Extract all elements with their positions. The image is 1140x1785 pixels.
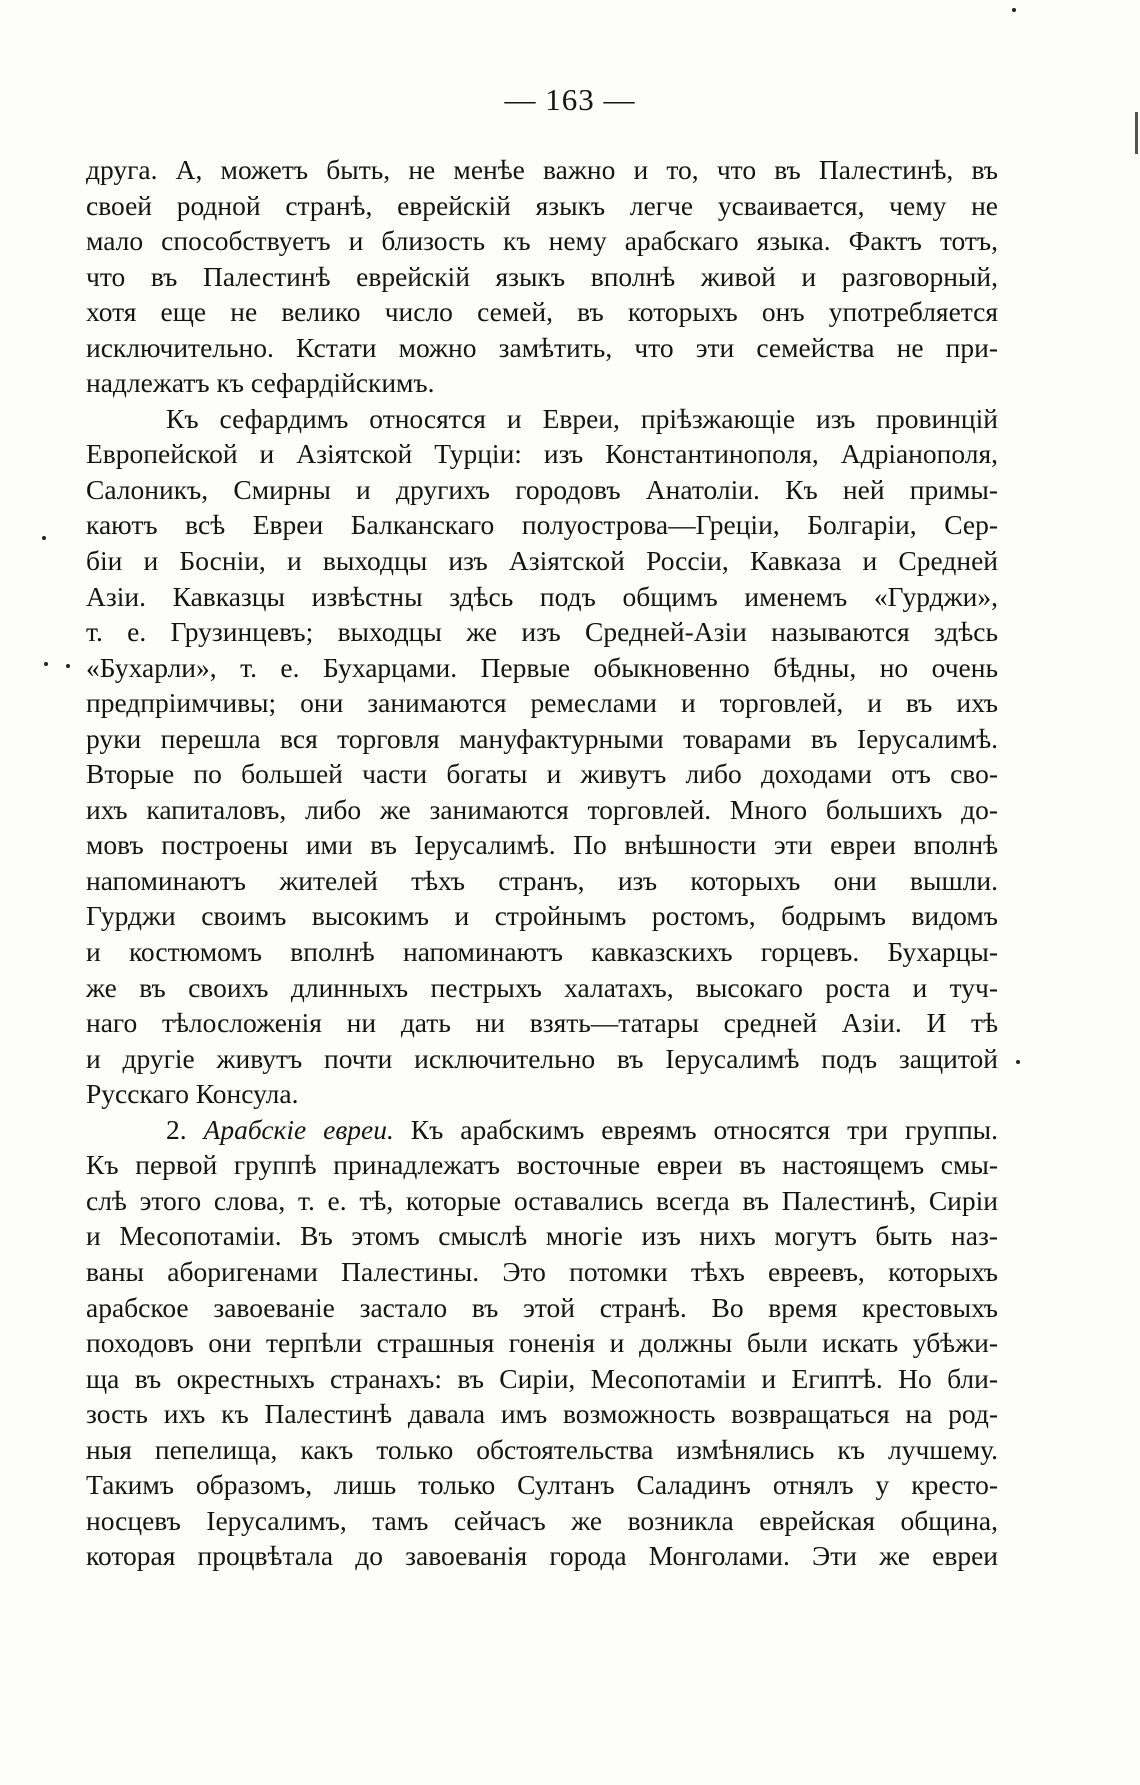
text-line: біи и Босніи, и выходцы изъ Азіятской Россіи, Кавказа и Средней xyxy=(86,545,998,577)
text-line: ихъ капиталовъ, либо же занимаются торговлей. Много большихъ до- xyxy=(86,793,998,825)
text-line: слѣ этого слова, т. е. тѣ, которые оставались всегда въ Палестинѣ, Сиріи xyxy=(86,1184,998,1216)
text-line: ща въ окрестныхъ странахъ: въ Сиріи, Месопотаміи и Египтѣ. Но бли- xyxy=(86,1362,998,1394)
text-line: и костюмомъ вполнѣ напоминаютъ кавказскихъ горцевъ. Бухарцы- xyxy=(86,936,998,968)
text-line: Европейской и Азіятской Турціи: изъ Константинополя, Адріанополя, xyxy=(86,438,998,470)
text-line: напоминаютъ жителей тѣхъ странъ, изъ которыхъ они вышли. xyxy=(86,864,998,896)
text-line: каютъ всѣ Евреи Балканскаго полуострова—Греціи, Болгаріи, Сер- xyxy=(86,509,998,541)
text-line: арабское завоеваніе застало въ этой странѣ. Во время крестовыхъ xyxy=(86,1291,998,1323)
scan-speck xyxy=(1016,1060,1020,1064)
text-line: Азіи. Кавказцы извѣстны здѣсь подъ общимъ именемъ «Гурджи», xyxy=(86,580,998,612)
text-line: ныя пепелища, какъ только обстоятельства измѣнялись къ лучшему. xyxy=(86,1433,998,1465)
text-line: хотя еще не велико число семей, въ которыхъ онъ употребляется xyxy=(86,296,998,328)
text-line: Къ сефардимъ относятся и Евреи, пріѣзжающіе изъ провинцій xyxy=(166,402,998,434)
text-line: походовъ они терпѣли страшныя гоненія и должны были искать убѣжи- xyxy=(86,1327,998,1359)
text-line: зость ихъ къ Палестинѣ давала имъ возможность возвращаться на род- xyxy=(86,1398,998,1430)
body-text xyxy=(86,152,998,1574)
text-line: друга. А, можетъ быть, не менѣе важно и то, что въ Палестинѣ, въ xyxy=(86,154,998,185)
text-line: Гурджи своимъ высокимъ и стройнымъ ростомъ, бодрымъ видомъ xyxy=(86,900,998,932)
text-line: Такимъ образомъ, лишь только Султанъ Саладинъ отнялъ у кресто- xyxy=(86,1469,998,1501)
scan-speck xyxy=(66,664,70,668)
text-line: своей родной странѣ, еврейскій языкъ легче усваивается, чему не xyxy=(86,189,998,221)
text-line: ваны аборигенами Палестины. Это потомки тѣхъ евреевъ, которыхъ xyxy=(86,1255,998,1287)
text-line: наго тѣлосложенія ни дать ни взять—татары средней Азіи. И тѣ xyxy=(86,1007,998,1039)
text-line: предпріимчивы; они занимаются ремеслами и торговлей, и въ ихъ xyxy=(86,687,998,719)
scan-edge-mark xyxy=(1135,112,1138,154)
text-line: носцевъ Іерусалимъ, тамъ сейчасъ же возникла еврейская община, xyxy=(86,1504,998,1536)
section-heading-line: 2. Арабскіе евреи. Къ арабскимъ евреямъ относятся три группы. xyxy=(166,1113,998,1145)
text-line: же въ своихъ длинныхъ пестрыхъ халатахъ, высокаго роста и туч- xyxy=(86,971,998,1003)
text-line: Вторые по большей части богаты и живутъ либо доходами отъ сво- xyxy=(86,758,998,790)
text-line: Къ первой группѣ принадлежатъ восточные евреи въ настоящемъ смы- xyxy=(86,1149,998,1181)
text-line: Салоникъ, Смирны и другихъ городовъ Анатоліи. Къ ней примы- xyxy=(86,473,998,505)
text-line: исключительно. Кстати можно замѣтить, что эти семейства не при- xyxy=(86,331,998,363)
page-number: — 163 — xyxy=(504,82,636,117)
scan-speck xyxy=(42,536,46,540)
text-line: и другіе живутъ почти исключительно въ Іерусалимѣ подъ защитой xyxy=(86,1042,998,1074)
text-line: мало способствуетъ и близость къ нему арабскаго языка. Фактъ тотъ, xyxy=(86,225,998,257)
text-line: руки перешла вся торговля мануфактурными товарами въ Іерусалимѣ. xyxy=(86,722,998,754)
text-line: «Бухарли», т. е. Бухарцами. Первые обыкновенно бѣдны, но очень xyxy=(86,651,998,683)
text-line: т. е. Грузинцевъ; выходцы же изъ Средней-Азіи называются здѣсь xyxy=(86,616,998,648)
text-line: которая процвѣтала до завоеванія города Монголами. Эти же евреи xyxy=(86,1540,998,1572)
section-heading-italic: Арабскіе евреи. xyxy=(203,1113,394,1145)
text-line: что въ Палестинѣ еврейскій языкъ вполнѣ живой и разговорный, xyxy=(86,260,998,292)
text-line: Русскаго Консула. xyxy=(86,1078,299,1110)
text-line: мовъ построены ими въ Іерусалимѣ. По внѣшности эти евреи вполнѣ xyxy=(86,829,998,861)
text-line: и Месопотаміи. Въ этомъ смыслѣ многіе изъ нихъ могутъ быть наз- xyxy=(86,1220,998,1252)
scan-speck xyxy=(1012,8,1016,12)
text-line: надлежатъ къ сефардійскимъ. xyxy=(86,367,435,399)
scan-speck xyxy=(44,662,48,666)
